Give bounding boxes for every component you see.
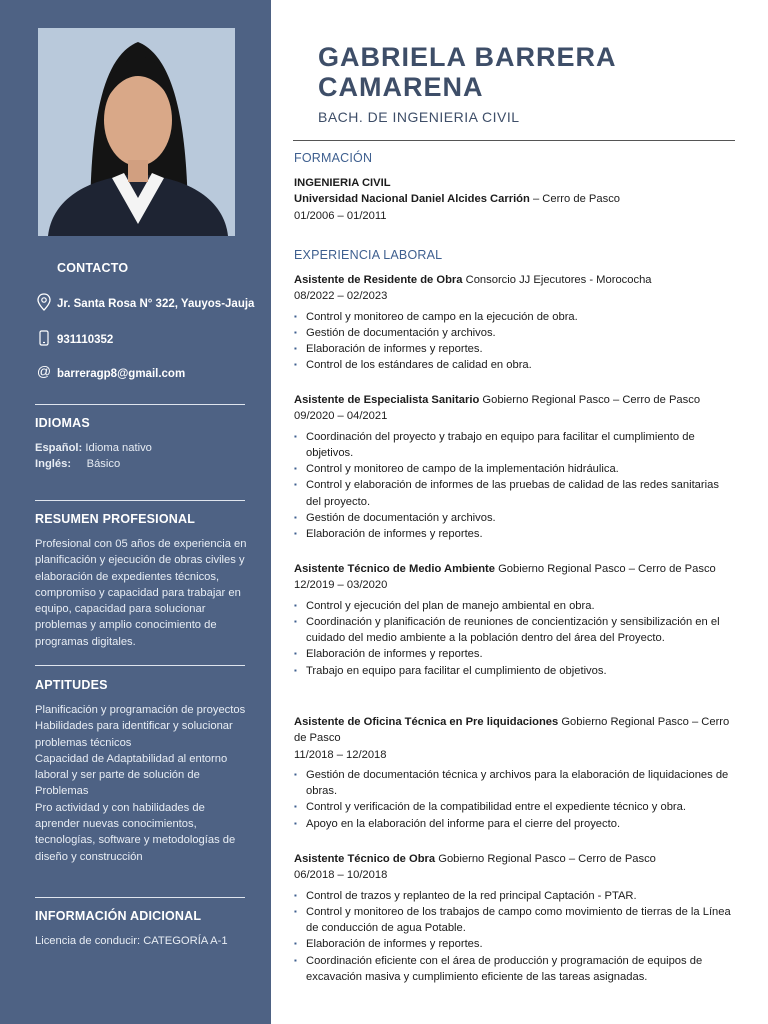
job-role: Asistente de Oficina Técnica en Pre liquidaciones bbox=[294, 716, 559, 728]
languages-list bbox=[35, 440, 251, 473]
language-level: Básico bbox=[86, 458, 121, 471]
job-bullets bbox=[294, 598, 734, 679]
skills-list bbox=[35, 702, 251, 865]
job-dates: 11/2018 – 12/2018 bbox=[294, 748, 387, 761]
skill-item: Pro actividad y con habilidades de aprender nuevas conocimientos, tecnologías, software y metodologías de diseño y construcción bbox=[35, 801, 236, 863]
list-item: ▪ Control de los estándares de calidad en obra. bbox=[294, 357, 734, 373]
list-item: ▪ Coordinación del proyecto y trabajo en equipo para facilitar el cumplimiento de objetivos. bbox=[294, 429, 734, 462]
education-heading: FORMACIÓN bbox=[294, 151, 373, 165]
job-dates: 08/2022 – 02/2023 bbox=[294, 290, 388, 303]
divider bbox=[35, 500, 245, 501]
language-name: Inglés: bbox=[35, 458, 72, 471]
list-item: ▪ Gestión de documentación técnica y archivos para la elaboración de liquidaciones de obras. bbox=[294, 767, 734, 800]
job-org: Consorcio JJ Ejecutores - Morococha bbox=[462, 274, 652, 286]
list-item: ▪ Control y ejecución del plan de manejo ambiental en obra. bbox=[294, 598, 734, 614]
job-dates: 09/2020 – 04/2021 bbox=[294, 410, 388, 423]
education-dates: 01/2006 – 01/2011 bbox=[294, 209, 387, 222]
job-org: Gobierno Regional Pasco – Cerro de Pasco bbox=[495, 563, 716, 575]
job-entry bbox=[294, 714, 734, 832]
phone-icon bbox=[35, 330, 53, 349]
job-entry bbox=[294, 272, 734, 374]
job-entry bbox=[294, 851, 734, 985]
list-item: ▪ Control de trazos y replanteo de la red principal Captación - PTAR. bbox=[294, 888, 734, 904]
list-item: ▪ Control y elaboración de informes de las pruebas de calidad de las redes sanitarias del proyecto. bbox=[294, 477, 734, 510]
language-item bbox=[35, 440, 251, 456]
job-role: Asistente Técnico de Obra bbox=[294, 853, 436, 865]
list-item: ▪ Coordinación eficiente con el área de producción y programación de equipos de excavación masiva y cumplimiento eficiente de las tareas asignadas. bbox=[294, 953, 734, 986]
list-item: ▪ Elaboración de informes y reportes. bbox=[294, 526, 734, 542]
school: Universidad Nacional Daniel Alcides Carrión bbox=[294, 193, 530, 206]
at-sign-icon: @ bbox=[36, 363, 52, 379]
address-line bbox=[35, 293, 254, 314]
divider bbox=[35, 897, 245, 898]
job-dates: 06/2018 – 10/2018 bbox=[294, 869, 388, 882]
contact-heading: CONTACTO bbox=[57, 261, 129, 275]
address-text: Jr. Santa Rosa N° 322, Yauyos-Jauja bbox=[57, 297, 255, 310]
phone-text: 931110352 bbox=[57, 333, 114, 346]
list-item: ▪ Elaboración de informes y reportes. bbox=[294, 936, 734, 952]
list-item: ▪ Elaboración de informes y reportes. bbox=[294, 341, 734, 357]
list-item: ▪ Elaboración de informes y reportes. bbox=[294, 646, 734, 662]
languages-heading: IDIOMAS bbox=[35, 416, 90, 430]
list-item: ▪ Control y monitoreo de campo de la implementación hidráulica. bbox=[294, 461, 734, 477]
job-org: Gobierno Regional Pasco – Cerro de Pasco bbox=[435, 853, 656, 865]
summary-heading: RESUMEN PROFESIONAL bbox=[35, 512, 196, 526]
skills-heading: APTITUDES bbox=[35, 678, 108, 692]
list-item: ▪ Trabajo en equipo para facilitar el cumplimiento de objetivos. bbox=[294, 663, 734, 679]
additional-text: Licencia de conducir: CATEGORÍA A-1 bbox=[35, 935, 228, 947]
skill-item: Planificación y programación de proyectos bbox=[35, 704, 246, 716]
name-line: GABRIELA BARRERA bbox=[318, 42, 617, 72]
language-level: Idioma nativo bbox=[85, 442, 152, 454]
list-item: ▪ Control y verificación de la compatibilidad entre el expediente técnico y obra. bbox=[294, 799, 734, 815]
skill-item: Capacidad de Adaptabilidad al entorno laboral y ser parte de solución de Problemas bbox=[35, 752, 228, 798]
list-item: ▪ Gestión de documentación y archivos. bbox=[294, 510, 734, 526]
additional-heading: INFORMACIÓN ADICIONAL bbox=[35, 909, 202, 923]
candidate-title: BACH. DE INGENIERIA CIVIL bbox=[318, 109, 520, 125]
job-bullets bbox=[294, 888, 734, 986]
list-item: ▪ Control y monitoreo de los trabajos de campo como movimiento de tierras de la Línea de conducción de agua Potable. bbox=[294, 904, 734, 937]
portrait-image bbox=[38, 28, 235, 236]
sidebar bbox=[0, 0, 271, 1024]
job-bullets bbox=[294, 309, 734, 374]
list-item: ▪ Control y monitoreo de campo en la ejecución de obra. bbox=[294, 309, 734, 325]
list-item: ▪ Coordinación y planificación de reuniones de concientización y sensibilización en el cuidado del medio ambiente a la población dentro del área del Proyecto. bbox=[294, 614, 734, 647]
list-item: ▪ Apoyo en la elaboración del informe para el cierre del proyecto. bbox=[294, 816, 734, 832]
job-org: Gobierno Regional Pasco – Cerro de Pasco bbox=[479, 394, 701, 406]
divider bbox=[35, 665, 245, 666]
summary-text: Profesional con 05 años de experiencia en planificación y ejecución de obras civiles y elaboración de expedientes técnicos, compromiso y capacidad para trabajar en equipo, capacidad para solucionar problemas y amplio conocimiento de programas digitales. bbox=[35, 538, 247, 648]
job-entry bbox=[294, 392, 734, 543]
profile-photo bbox=[38, 28, 235, 236]
list-item: ▪ Gestión de documentación y archivos. bbox=[294, 325, 734, 341]
school-place: – Cerro de Pasco bbox=[529, 193, 621, 206]
job-bullets bbox=[294, 767, 734, 832]
email-text[interactable]: barreragp8@gmail.com bbox=[57, 368, 186, 380]
job-org: Gobierno Regional Pasco – Cerro de Pasco bbox=[294, 716, 730, 745]
name-line: CAMARENA bbox=[318, 72, 484, 102]
divider bbox=[35, 404, 245, 405]
job-entry bbox=[294, 561, 734, 679]
language-name: Español: bbox=[35, 442, 83, 454]
job-dates: 12/2019 – 03/2020 bbox=[294, 579, 388, 592]
job-role: Asistente de Especialista Sanitario bbox=[294, 394, 480, 406]
location-pin-icon bbox=[35, 293, 53, 314]
education-block bbox=[294, 175, 734, 224]
header-divider bbox=[293, 140, 735, 141]
experience-heading: EXPERIENCIA LABORAL bbox=[294, 248, 443, 262]
job-role: Asistente Técnico de Medio Ambiente bbox=[294, 563, 495, 575]
skill-item: Habilidades para identificar y solucionar problemas técnicos bbox=[35, 720, 233, 749]
job-role: Asistente de Residente de Obra bbox=[294, 274, 463, 286]
email-line[interactable] bbox=[35, 362, 185, 380]
degree: INGENIERIA CIVIL bbox=[294, 177, 391, 189]
phone-line bbox=[35, 330, 113, 349]
language-item bbox=[35, 456, 251, 472]
candidate-name bbox=[318, 42, 617, 102]
job-bullets bbox=[294, 429, 734, 543]
